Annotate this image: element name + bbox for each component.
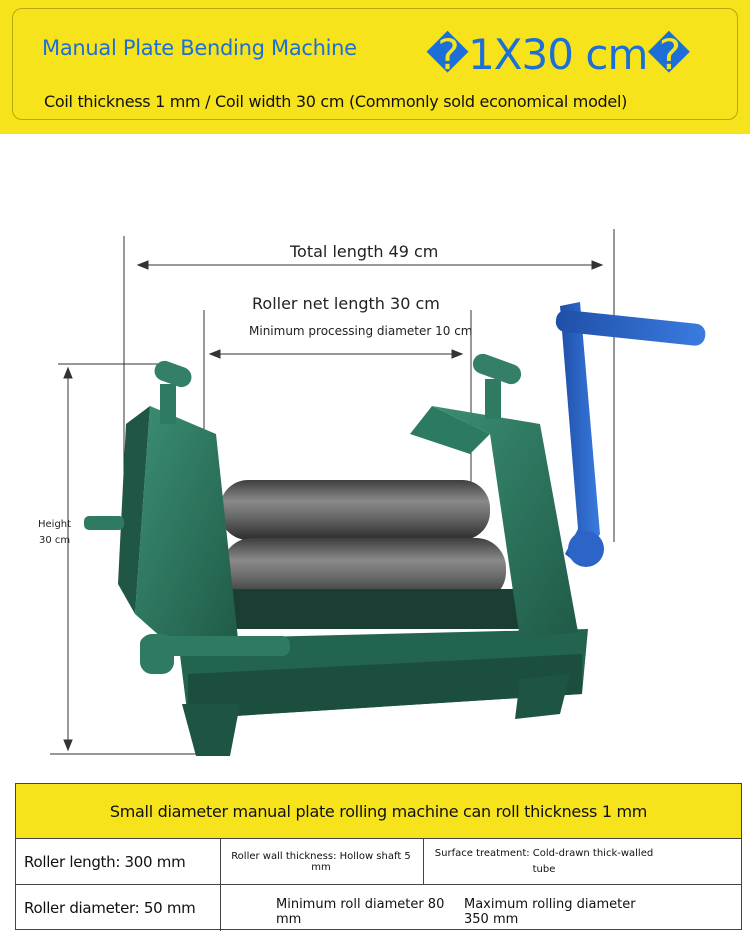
table-row xyxy=(16,884,741,930)
roller-diameter-cell: Roller diameter: 50 mm xyxy=(24,898,196,917)
max-rolling-diameter-cell: Maximum rolling diameter 350 mm xyxy=(464,896,636,927)
height-label xyxy=(38,517,71,549)
min-roll-diameter-cell: Minimum roll diameter 80 mm xyxy=(276,896,445,927)
machine-body xyxy=(84,351,588,756)
roller-net-length-label: Roller net length 30 cm xyxy=(252,294,440,313)
roller-length-cell: Roller length: 300 mm xyxy=(24,852,186,871)
height-label-text: Height xyxy=(38,519,72,530)
min-processing-diameter-label: Minimum processing diameter 10 cm xyxy=(249,324,473,338)
crank-handle xyxy=(555,302,706,567)
total-length-label: Total length 49 cm xyxy=(290,242,439,261)
spec-heading: Small diameter manual plate rolling machine can roll thickness 1 mm xyxy=(16,784,741,838)
surface-treatment-line-1: Surface treatment: Cold-drawn thick-walled xyxy=(434,847,654,859)
product-figure xyxy=(0,134,750,774)
spec-table xyxy=(15,783,742,930)
machine-illustration xyxy=(0,134,750,774)
surface-treatment-cell xyxy=(424,839,664,884)
surface-treatment-line-2: tube xyxy=(532,863,556,875)
header-banner xyxy=(0,0,750,134)
roller-wall-thickness-cell: Roller wall thickness: Hollow shaft 5 mm xyxy=(231,850,411,873)
product-subtitle: Coil thickness 1 mm / Coil width 30 cm (Commonly sold economical model) xyxy=(44,92,628,111)
cell-divider xyxy=(220,885,221,931)
table-row xyxy=(16,838,741,884)
height-label-value: 30 cm xyxy=(38,535,71,546)
product-title: Manual Plate Bending Machine xyxy=(42,36,357,60)
product-size: �1X30 cm� xyxy=(426,30,690,79)
